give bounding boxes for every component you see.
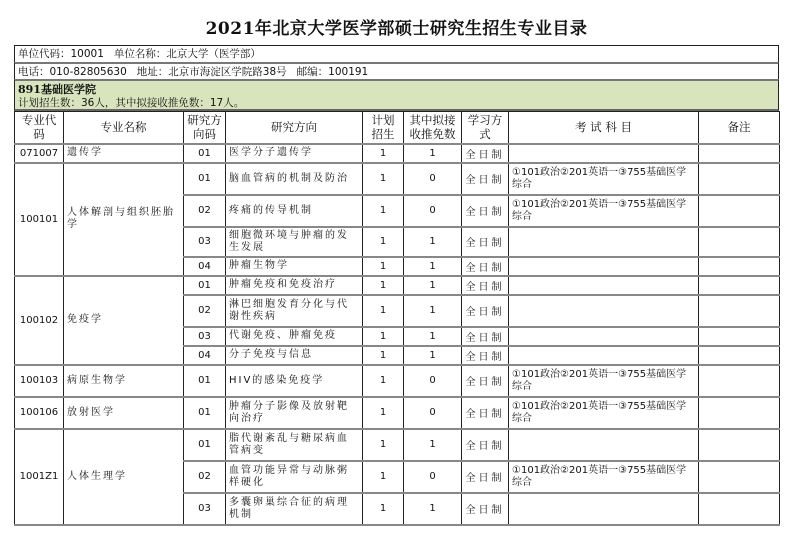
recommended-count: 0 [404, 397, 462, 429]
plan-count: 1 [363, 397, 404, 429]
recommended-count: 1 [404, 429, 462, 461]
exam-subjects [509, 346, 699, 365]
plan-count: 1 [363, 493, 404, 525]
major-code: 100102 [15, 276, 64, 365]
recommended-count: 1 [404, 276, 462, 295]
direction-code: 01 [184, 429, 226, 461]
exam-subjects: ①101政治②201英语一③755基础医学综合 [509, 163, 699, 195]
major-name: 放射医学 [64, 397, 184, 429]
plan-count: 1 [363, 227, 404, 257]
department-name: 891基础医学院 [18, 83, 96, 96]
header-exam: 考 试 科 目 [509, 112, 699, 144]
recommended-count: 1 [404, 346, 462, 365]
direction-code: 02 [184, 195, 226, 227]
study-mode: 全日制 [462, 144, 509, 163]
study-mode: 全日制 [462, 276, 509, 295]
plan-count: 1 [363, 257, 404, 276]
direction-name: 分子免疫与信息 [226, 346, 363, 365]
table-row [15, 365, 780, 397]
study-mode: 全日制 [462, 346, 509, 365]
direction-name: 肿瘤分子影像及放射靶向治疗 [226, 397, 363, 429]
plan-count: 1 [363, 163, 404, 195]
exam-subjects: ①101政治②201英语一③755基础医学综合 [509, 461, 699, 493]
note [699, 493, 780, 525]
direction-name: 脂代谢紊乱与糖尿病血管病变 [226, 429, 363, 461]
recommended-count: 1 [404, 144, 462, 163]
direction-name: 疼痛的传导机制 [226, 195, 363, 227]
note [699, 327, 780, 346]
exam-subjects: ①101政治②201英语一③755基础医学综合 [509, 365, 699, 397]
note [699, 429, 780, 461]
direction-code: 01 [184, 276, 226, 295]
direction-code: 01 [184, 144, 226, 163]
note [699, 276, 780, 295]
exam-subjects [509, 493, 699, 525]
major-name: 病原生物学 [64, 365, 184, 397]
study-mode: 全日制 [462, 493, 509, 525]
study-mode: 全日制 [462, 461, 509, 493]
direction-name: 代谢免疫、肿瘤免疫 [226, 327, 363, 346]
plan-count: 1 [363, 327, 404, 346]
header-plan: 计划 招生 [363, 112, 404, 144]
direction-name: 肿瘤免疫和免疫治疗 [226, 276, 363, 295]
direction-name: 医学分子遗传学 [226, 144, 363, 163]
program-table [14, 111, 780, 526]
header-direction: 研究方向 [226, 112, 363, 144]
major-code: 100103 [15, 365, 64, 397]
direction-name: HIV的感染免疫学 [226, 365, 363, 397]
note [699, 461, 780, 493]
direction-name: 血管功能异常与动脉粥样硬化 [226, 461, 363, 493]
header-dircode: 研究方 向码 [184, 112, 226, 144]
plan-count: 1 [363, 195, 404, 227]
plan-count: 1 [363, 346, 404, 365]
direction-code: 02 [184, 295, 226, 327]
study-mode: 全日制 [462, 295, 509, 327]
exam-subjects [509, 295, 699, 327]
direction-code: 02 [184, 461, 226, 493]
table-row [15, 144, 780, 163]
table-body [15, 144, 780, 525]
direction-code: 03 [184, 493, 226, 525]
note [699, 365, 780, 397]
table-row [15, 429, 780, 461]
major-name: 人体生理学 [64, 429, 184, 525]
direction-code: 01 [184, 163, 226, 195]
direction-name: 肿瘤生物学 [226, 257, 363, 276]
exam-subjects [509, 144, 699, 163]
exam-subjects [509, 327, 699, 346]
exam-subjects [509, 276, 699, 295]
study-mode: 全日制 [462, 327, 509, 346]
plan-count: 1 [363, 429, 404, 461]
study-mode: 全日制 [462, 163, 509, 195]
direction-code: 01 [184, 365, 226, 397]
note [699, 144, 780, 163]
study-mode: 全日制 [462, 429, 509, 461]
study-mode: 全日制 [462, 227, 509, 257]
recommended-count: 1 [404, 227, 462, 257]
plan-count: 1 [363, 461, 404, 493]
header-mode: 学习方 式 [462, 112, 509, 144]
major-name: 人体解剖与组织胚胎学 [64, 163, 184, 276]
exam-subjects [509, 257, 699, 276]
note [699, 257, 780, 276]
note [699, 163, 780, 195]
unit-code-name: 单位代码：10001 单位名称：北京大学（医学部） [14, 45, 779, 62]
direction-code: 04 [184, 257, 226, 276]
recommended-count: 1 [404, 327, 462, 346]
direction-code: 01 [184, 397, 226, 429]
note [699, 295, 780, 327]
major-name: 免疫学 [64, 276, 184, 365]
recommended-count: 1 [404, 257, 462, 276]
study-mode: 全日制 [462, 365, 509, 397]
major-code: 100106 [15, 397, 64, 429]
page-title: 2021年北京大学医学部硕士研究生招生专业目录 [205, 19, 588, 39]
exam-subjects: ①101政治②201英语一③755基础医学综合 [509, 397, 699, 429]
header-recommended: 其中拟接 收推免数 [404, 112, 462, 144]
direction-name: 淋巴细胞发育分化与代谢性疾病 [226, 295, 363, 327]
exam-subjects [509, 429, 699, 461]
note [699, 397, 780, 429]
department-banner [14, 79, 779, 111]
major-code: 1001Z1 [15, 429, 64, 525]
direction-code: 03 [184, 327, 226, 346]
header-code: 专业代码 [15, 112, 64, 144]
major-code: 071007 [15, 144, 64, 163]
major-code: 100101 [15, 163, 64, 276]
recommended-count: 1 [404, 295, 462, 327]
table-row [15, 397, 780, 429]
table-header-row [15, 112, 780, 144]
table-row [15, 276, 780, 295]
recommended-count: 0 [404, 163, 462, 195]
header-note: 备注 [699, 112, 780, 144]
plan-count: 1 [363, 295, 404, 327]
plan-count: 1 [363, 144, 404, 163]
study-mode: 全日制 [462, 397, 509, 429]
exam-subjects [509, 227, 699, 257]
catalog-sheet [14, 45, 779, 526]
header-name: 专业名称 [64, 112, 184, 144]
exam-subjects: ①101政治②201英语一③755基础医学综合 [509, 195, 699, 227]
unit-contact: 电话：010-82805630 地址：北京市海淀区学院路38号 邮编：100191 [14, 62, 779, 79]
direction-name: 细胞微环境与肿瘤的发生发展 [226, 227, 363, 257]
direction-name: 多囊卵巢综合征的病理机制 [226, 493, 363, 525]
direction-code: 04 [184, 346, 226, 365]
note [699, 195, 780, 227]
direction-code: 03 [184, 227, 226, 257]
recommended-count: 0 [404, 195, 462, 227]
plan-count: 1 [363, 276, 404, 295]
recommended-count: 0 [404, 461, 462, 493]
note [699, 227, 780, 257]
recommended-count: 0 [404, 365, 462, 397]
direction-name: 脑血管病的机制及防治 [226, 163, 363, 195]
major-name: 遗传学 [64, 144, 184, 163]
plan-count: 1 [363, 365, 404, 397]
study-mode: 全日制 [462, 257, 509, 276]
department-plan: 计划招生数：36人，其中拟接收推免数：17人。 [18, 97, 245, 109]
recommended-count: 1 [404, 493, 462, 525]
study-mode: 全日制 [462, 195, 509, 227]
table-row [15, 163, 780, 195]
note [699, 346, 780, 365]
